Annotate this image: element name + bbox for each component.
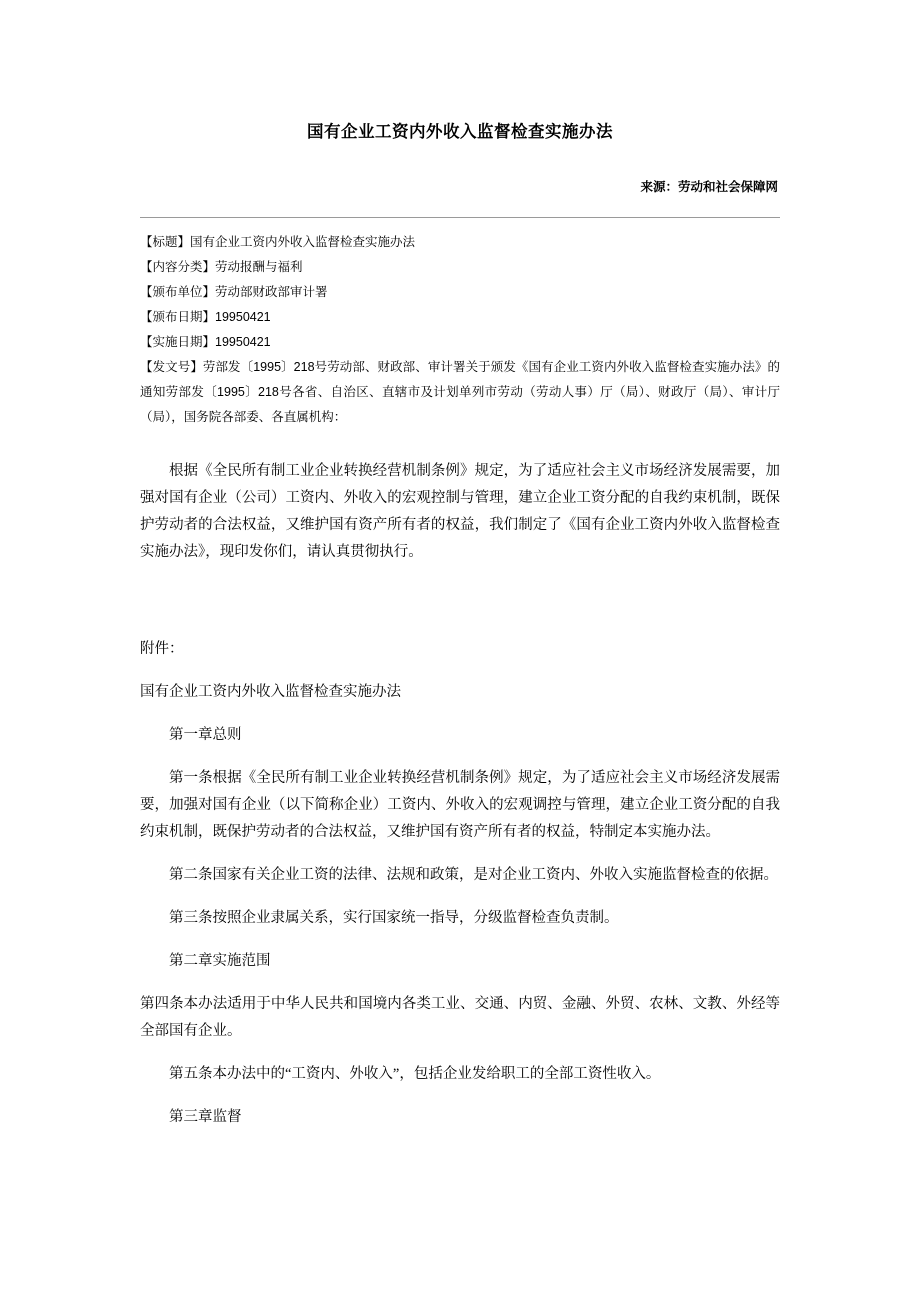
meta-label: 【内容分类】 [140,260,216,274]
page-title: 国有企业工资内外收入监督检查实施办法 [307,123,613,141]
meta-label: 【实施日期】 [140,335,216,349]
section-article-1: 第一条根据《全民所有制工业企业转换经营机制条例》规定，为了适应社会主义市场经济发展需要，加强对国有企业（以下简称企业）工资内、外收入的宏观调控与管理，建立企业工资分配的自我约束机制，既保护劳动者的合法权益，又维护国有资产所有者的权益，特制定本实施办法。 [140,770,780,840]
section-article-4: 第四条本办法适用于中华人民共和国境内各类工业、交通、内贸、金融、外贸、农林、文教、外经等全部国有企业。 [140,996,780,1039]
section-article-3: 第三条按照企业隶属关系，实行国家统一指导，分级监督检查负责制。 [169,910,619,926]
meta-value: 19950421 [215,310,271,324]
section-article-2: 第二条国家有关企业工资的法律、法规和政策，是对企业工资内、外收入实施监督检查的依据。 [169,867,778,883]
intro-paragraph: 根据《全民所有制工业企业转换经营机制条例》规定，为了适应社会主义市场经济发展需要，加强对国有企业（公司）工资内、外收入的宏观控制与管理，建立企业工资分配的自我约束机制，既保护劳动者的合法权益，又维护国有资产所有者的权益，我们制定了《国有企业工资内外收入监督检查实施办法》，现印发你们，请认真贯彻执行。 [140,463,780,560]
meta-value: 国有企业工资内外收入监督检查实施办法 [190,235,416,249]
meta-label: 【颁布日期】 [140,310,216,324]
meta-row-effective-date [140,330,780,355]
attachment-label: 附件： [140,641,184,657]
document-source: 来源：劳动和社会保障网 [640,180,778,194]
meta-row-category [140,255,780,280]
meta-value: 19950421 [215,335,271,349]
meta-row-document-number: 【发文号】劳部发〔1995〕218号劳动部、财政部、审计署关于颁发《国有企业工资内外收入监督检查实施办法》的通知劳部发〔1995〕218号各省、自治区、直辖市及计划单列市劳动（劳动人事）厅（局）、财政厅（局）、审计厅（局），国务院各部委、各直属机构： [140,360,780,424]
metadata-block [140,217,780,430]
meta-row-issuer [140,280,780,305]
meta-label: 【颁布单位】 [140,285,216,299]
meta-label: 【标题】 [140,235,191,249]
meta-row-title [140,230,780,255]
section-article-5: 第五条本办法中的“工资内、外收入”，包括企业发给职工的全部工资性收入。 [169,1066,661,1082]
section-chapter-2: 第二章实施范围 [169,953,271,969]
attachment-title: 国有企业工资内外收入监督检查实施办法 [140,684,401,700]
meta-value: 劳动部财政部审计署 [215,285,328,299]
section-chapter-3: 第三章监督 [169,1109,242,1125]
meta-row-issue-date [140,305,780,330]
meta-value: 劳动报酬与福利 [215,260,303,274]
section-chapter-1: 第一章总则 [169,727,242,743]
